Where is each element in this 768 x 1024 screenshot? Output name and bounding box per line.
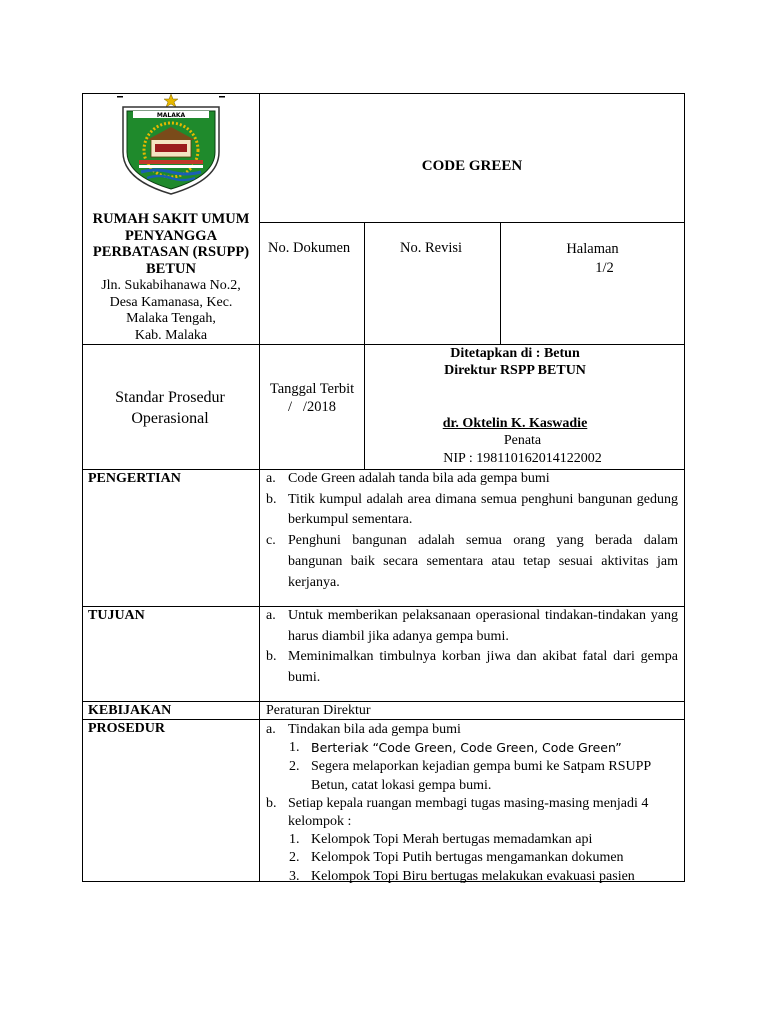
director-nip: NIP : 198110162014122002 — [443, 451, 602, 466]
sop-label: Standar Prosedur Operasional — [115, 389, 225, 427]
approval-block — [430, 345, 600, 379]
malaka-logo — [117, 94, 225, 196]
page-info — [530, 240, 655, 278]
list-item: c. Penghuni bangunan adalah semua orang yang berada dalam bangunan baik secara sementara atau tetap sesuai aktivitas jam kerjanya. — [266, 533, 678, 590]
list-item: b. Meminimalkan timbulnya korban jiwa dan akibat fatal dari gempa bumi. — [266, 649, 678, 686]
page-value: 1/2 — [595, 260, 614, 276]
list-subitem: 1. Kelompok Topi Merah bertugas memadamkan api — [289, 832, 593, 848]
director-rank: Penata — [503, 433, 542, 448]
prosedur-list — [266, 721, 682, 886]
list-item: a. Tindakan bila ada gempa bumi — [266, 722, 461, 737]
address-line: Malaka Tengah, — [126, 311, 216, 326]
hospital-name: RUMAH SAKIT UMUM PENYANGGA PERBATASAN (RSUPP) BETUN — [92, 211, 250, 277]
revision-number-label: No. Revisi — [400, 240, 463, 256]
set-at: Ditetapkan di : Betun — [450, 346, 580, 361]
pengertian-list — [266, 469, 678, 593]
coat-of-arms-icon — [117, 94, 225, 196]
document-number-label: No. Dokumen — [268, 240, 351, 256]
section-label-pengertian: PENGERTIAN — [88, 471, 181, 486]
address-line: Desa Kamanasa, Kec. — [109, 294, 233, 310]
list-subitem: 1. Berteriak “Code Green, Code Green, Code Green” — [289, 740, 622, 756]
section-label-tujuan: TUJUAN — [88, 608, 145, 623]
tujuan-list — [266, 606, 678, 689]
list-item: a. Untuk memberikan pelaksanaan operasional tindakan-tindakan yang harus diambil jika adanya gempa bumi. — [266, 608, 678, 644]
list-item: b. Setiap kepala ruangan membagi tugas masing-masing menjadi 4 kelompok : — [266, 795, 649, 830]
director-title: Direktur RSPP BETUN — [444, 363, 586, 378]
address-line: Jln. Sukabihanawa No.2, — [101, 278, 241, 293]
page-label: Halaman — [566, 241, 619, 257]
list-subitem: 2. Segera melaporkan kejadian gempa bumi ke Satpam RSUPP Betun, catat lokasi gempa bumi. — [289, 759, 651, 793]
list-subitem: 3. Kelompok Topi Biru bertugas melakukan evakuasi pasien — [289, 868, 635, 884]
hospital-address — [86, 278, 256, 344]
section-label-kebijakan: KEBIJAKAN — [88, 703, 172, 718]
address-line: Kab. Malaka — [134, 327, 208, 343]
director-name: dr. Oktelin K. Kaswadie — [442, 416, 588, 431]
svg-text:MALAKA: MALAKA — [156, 112, 186, 119]
kebijakan-text: Peraturan Direktur — [266, 703, 371, 718]
issue-date-label: Tanggal Terbit — [269, 381, 355, 397]
section-label-prosedur: PROSEDUR — [88, 721, 166, 736]
issue-date-value: / /2018 — [288, 399, 336, 415]
issue-date — [262, 380, 362, 416]
list-item: a. Code Green adalah tanda bila ada gempa bumi — [266, 471, 550, 486]
document-title: CODE GREEN — [421, 158, 523, 174]
list-subitem: 2. Kelompok Topi Putih bertugas mengamankan dokumen — [289, 850, 624, 866]
list-item: b. Titik kumpul adalah area dimana semua penghuni bangunan gedung berkumpul sementara. — [266, 491, 678, 528]
